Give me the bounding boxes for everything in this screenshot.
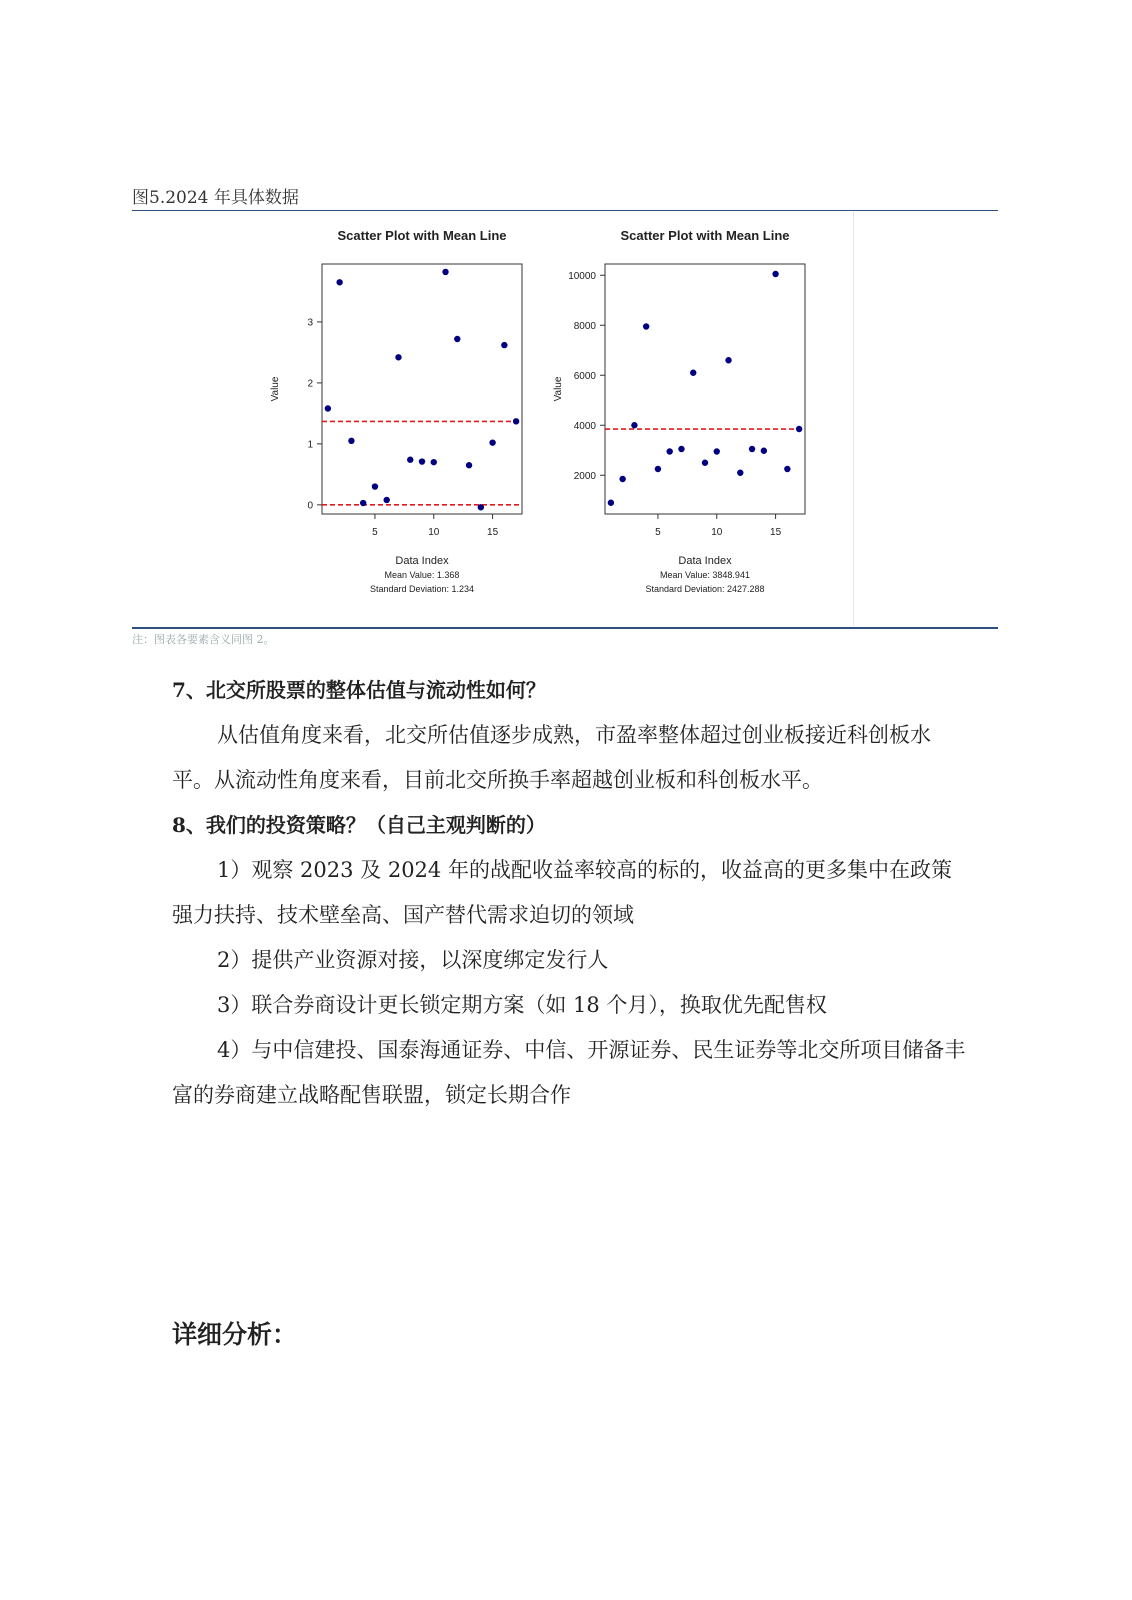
y-tick-label: 8000: [573, 320, 596, 332]
data-point: [655, 466, 661, 472]
section8-heading: 8、我们的投资策略？（自己主观判断的）: [172, 813, 546, 837]
figure-bottom-rule: [132, 627, 998, 629]
data-point: [431, 459, 437, 465]
data-point: [725, 357, 731, 363]
data-point: [372, 483, 378, 489]
data-point: [478, 504, 484, 510]
y-tick-label: 3: [307, 317, 313, 329]
x-tick-label: 15: [487, 527, 499, 538]
strategy-item: 1）观察 2023 及 2024 年的战配收益率较高的标的，收益高的更多集中在政策强力扶持、技术壁垒高、国产替代需求迫切的领域: [172, 858, 952, 927]
figure-note: 注：图表各要素含义同图 2。: [132, 633, 275, 646]
data-point: [667, 448, 673, 454]
scatter-plot-right: [545, 220, 845, 620]
data-point: [619, 476, 625, 482]
scatter-plot-left: [262, 220, 562, 620]
data-point: [631, 422, 637, 428]
y-tick-label: 0: [307, 500, 313, 512]
data-point: [796, 426, 802, 432]
data-point: [442, 269, 448, 275]
scatter-plot-right-svg: [545, 220, 845, 620]
data-point: [690, 370, 696, 376]
figure-title: 图5.2024 年具体数据: [132, 188, 299, 208]
plot-frame: [322, 264, 522, 514]
data-point: [678, 446, 684, 452]
data-point: [749, 446, 755, 452]
data-point: [466, 462, 472, 468]
figure-divider: [853, 212, 854, 626]
section7-heading: 7、北交所股票的整体估值与流动性如何？: [172, 678, 546, 702]
data-point: [454, 336, 460, 342]
y-axis-label: Value: [270, 376, 281, 402]
data-point: [407, 457, 413, 463]
data-point: [772, 271, 778, 277]
y-tick-label: 2000: [573, 470, 596, 482]
data-point: [384, 497, 390, 503]
data-point: [360, 500, 366, 506]
data-point: [419, 458, 425, 464]
x-axis-label: Data Index: [678, 555, 732, 567]
chart-title: Scatter Plot with Mean Line: [337, 228, 507, 243]
strategy-item: 4）与中信建投、国泰海通证券、中信、开源证券、民生证券等北交所项目储备丰富的券商建立战略配售联盟，锁定长期合作: [172, 1038, 966, 1107]
data-point: [348, 438, 354, 444]
y-tick-label: 6000: [573, 370, 596, 382]
data-point: [608, 500, 614, 506]
data-point: [737, 470, 743, 476]
mean-value-label: Mean Value: 1.368: [384, 570, 460, 580]
data-point: [501, 342, 507, 348]
y-tick-label: 10000: [568, 270, 596, 282]
data-point: [336, 279, 342, 285]
x-tick-label: 5: [372, 527, 378, 538]
strategy-item: 3）联合券商设计更长锁定期方案（如 18 个月），换取优先配售权: [217, 993, 827, 1017]
y-tick-label: 4000: [573, 420, 596, 432]
plot-frame: [605, 264, 805, 514]
section7-paragraph: 从估值角度来看，北交所估值逐步成熟，市盈率整体超过创业板接近科创板水平。从流动性角度来看，目前北交所换手率超越创业板和科创板水平。: [172, 723, 931, 792]
data-point: [643, 323, 649, 329]
x-tick-label: 5: [655, 527, 661, 538]
chart-title: Scatter Plot with Mean Line: [620, 228, 790, 243]
data-point: [395, 354, 401, 360]
data-point: [761, 448, 767, 454]
data-point: [714, 448, 720, 454]
y-tick-label: 2: [307, 378, 313, 390]
figure-top-rule: [132, 210, 998, 211]
body-content: [172, 668, 972, 1118]
mean-value-label: Mean Value: 3848.941: [660, 570, 750, 580]
std-deviation-label: Standard Deviation: 2427.288: [645, 584, 765, 594]
x-tick-label: 10: [711, 527, 723, 538]
y-axis-label: Value: [553, 376, 564, 402]
data-point: [489, 439, 495, 445]
y-tick-label: 1: [307, 439, 313, 451]
data-point: [325, 405, 331, 411]
data-point: [784, 466, 790, 472]
data-point: [513, 418, 519, 424]
x-tick-label: 10: [428, 527, 440, 538]
x-axis-label: Data Index: [395, 555, 449, 567]
detailed-analysis-heading: 详细分析：: [172, 1320, 298, 1349]
x-tick-label: 15: [770, 527, 782, 538]
std-deviation-label: Standard Deviation: 1.234: [369, 584, 475, 594]
data-point: [702, 460, 708, 466]
strategy-item: 2）提供产业资源对接，以深度绑定发行人: [217, 948, 609, 972]
scatter-plot-left-svg: [262, 220, 562, 620]
